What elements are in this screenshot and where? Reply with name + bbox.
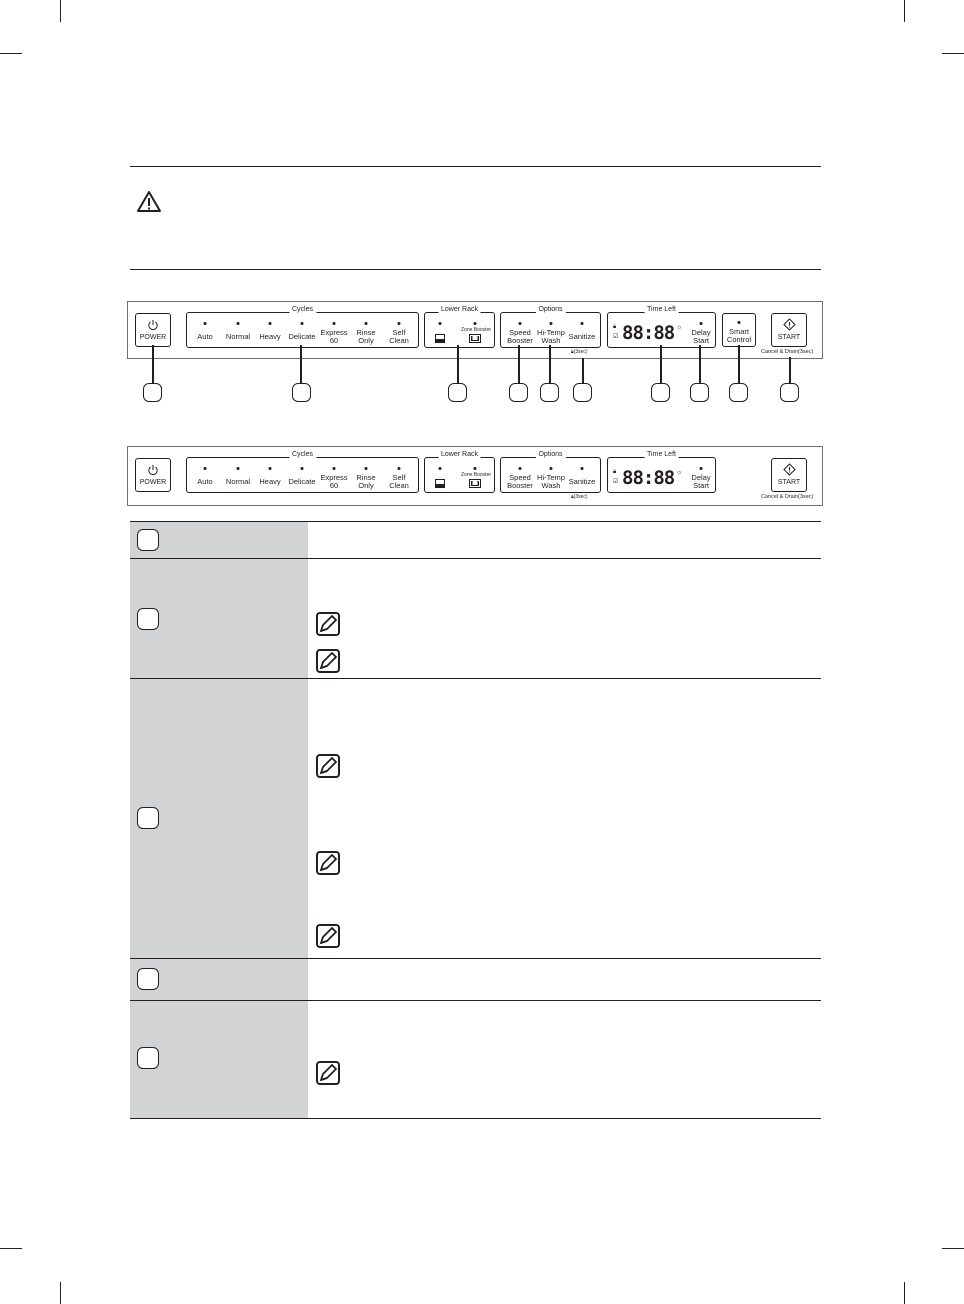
indicator-light xyxy=(204,322,207,325)
cycle-delicate-button[interactable]: Delicate xyxy=(288,332,316,341)
time-left-title: Time Left xyxy=(644,451,679,458)
rinse-aid-status-icon: ☑ xyxy=(613,334,619,340)
options-title: Options xyxy=(535,306,565,313)
lock-status-icon: 🔒︎ xyxy=(613,324,617,330)
sanitize-button[interactable]: Sanitize xyxy=(568,477,596,486)
leader-line xyxy=(300,345,302,383)
table-rule xyxy=(130,1118,821,1119)
crop-mark xyxy=(0,1248,22,1249)
leader-line xyxy=(457,345,459,383)
power-button[interactable] xyxy=(135,313,171,347)
lock-icon: 🔒︎ xyxy=(571,494,574,500)
zone-booster-label: Zone Booster xyxy=(461,327,492,333)
row-label-cell xyxy=(130,1001,308,1118)
cycle-self-clean-button[interactable]: Self Clean xyxy=(389,473,409,490)
row-label-cell xyxy=(130,679,308,958)
section-rule-bottom xyxy=(130,269,821,270)
row-number-badge xyxy=(137,529,159,551)
cycle-rinse-only-button[interactable]: Rinse Only xyxy=(356,328,376,345)
start-button[interactable] xyxy=(771,313,807,347)
options-title: Options xyxy=(535,451,565,458)
cycle-auto-button[interactable]: Auto xyxy=(197,477,213,486)
indicator-light xyxy=(365,467,368,470)
lock-status-icon: 🔒︎ xyxy=(613,469,617,475)
cycle-rinse-only-button[interactable]: Rinse Only xyxy=(356,473,376,490)
indicator-light xyxy=(474,467,477,470)
lower-rack-icon xyxy=(435,334,445,343)
indicator-light xyxy=(738,321,741,324)
lower-rack-title: Lower Rack xyxy=(438,451,481,458)
cycle-self-clean-button[interactable]: Self Clean xyxy=(389,328,409,345)
indicator-light xyxy=(237,322,240,325)
time-left-group xyxy=(607,451,716,493)
table-row xyxy=(130,959,821,1000)
table-row xyxy=(130,679,821,958)
crop-mark xyxy=(60,0,61,22)
leader-line xyxy=(152,345,154,383)
child-lock-hint xyxy=(571,494,588,500)
crop-mark xyxy=(904,0,905,22)
callout-marker xyxy=(780,383,799,402)
start-label: START xyxy=(777,479,801,486)
time-left-group xyxy=(607,306,716,348)
cycle-heavy-button[interactable]: Heavy xyxy=(259,332,281,341)
start-button[interactable] xyxy=(771,458,807,492)
start-diamond-icon xyxy=(783,463,796,476)
indicator-light xyxy=(439,322,442,325)
cycle-heavy-button[interactable]: Heavy xyxy=(259,477,281,486)
indicator-light xyxy=(700,322,703,325)
note-pencil-icon xyxy=(316,612,340,636)
cycles-group xyxy=(186,451,419,493)
leader-line xyxy=(549,345,551,383)
sanitized-indicator-icon: ☼ xyxy=(676,324,683,331)
sanitized-indicator-icon: ☼ xyxy=(676,469,683,476)
delay-start-button[interactable]: Delay Start xyxy=(691,473,711,490)
indicator-light xyxy=(519,467,522,470)
row-number-badge xyxy=(137,968,159,990)
leader-line xyxy=(518,345,520,383)
leader-line xyxy=(699,345,701,383)
delay-start-button[interactable]: Delay Start xyxy=(691,328,711,345)
power-button[interactable] xyxy=(135,458,171,492)
crop-mark xyxy=(0,53,22,54)
power-label: POWER xyxy=(139,479,167,486)
child-lock-hint-text: (3sec) xyxy=(573,349,588,355)
lock-icon: 🔒︎ xyxy=(571,349,574,355)
child-lock-hint xyxy=(571,349,588,355)
note-pencil-icon xyxy=(316,1061,340,1085)
time-display: 88:88 xyxy=(622,467,675,489)
indicator-light xyxy=(365,322,368,325)
row-number-badge xyxy=(137,1047,159,1069)
callout-marker xyxy=(573,383,592,402)
indicator-light xyxy=(269,322,272,325)
warning-triangle-icon xyxy=(136,190,162,214)
cycles-group xyxy=(186,306,419,348)
power-label: POWER xyxy=(139,334,167,341)
callout-marker xyxy=(292,383,311,402)
start-label: START xyxy=(777,334,801,341)
callout-marker xyxy=(651,383,670,402)
note-pencil-icon xyxy=(316,924,340,948)
indicator-light xyxy=(301,467,304,470)
cycles-title: Cycles xyxy=(289,306,316,313)
cycle-delicate-button[interactable]: Delicate xyxy=(288,477,316,486)
callout-marker xyxy=(690,383,709,402)
power-icon xyxy=(147,319,159,331)
note-pencil-icon xyxy=(316,851,340,875)
table-row xyxy=(130,522,821,558)
indicator-light xyxy=(333,467,336,470)
lower-rack-group[interactable] xyxy=(424,306,495,348)
indicator-light xyxy=(333,322,336,325)
note-pencil-icon xyxy=(316,754,340,778)
table-row xyxy=(130,1001,821,1118)
indicator-light xyxy=(550,467,553,470)
cycles-title: Cycles xyxy=(289,451,316,458)
cancel-drain-label: Cancel & Drain(3sec) xyxy=(761,349,814,355)
control-panel-standard xyxy=(127,446,823,506)
indicator-light xyxy=(269,467,272,470)
indicator-light xyxy=(550,322,553,325)
time-display: 88:88 xyxy=(622,322,675,344)
crop-mark xyxy=(942,1248,964,1249)
indicator-light xyxy=(301,322,304,325)
row-label-cell xyxy=(130,522,308,558)
cycle-auto-button[interactable]: Auto xyxy=(197,332,213,341)
cancel-drain-label: Cancel & Drain(3sec) xyxy=(761,494,814,500)
smart-control-label: Smart Control xyxy=(726,327,752,344)
child-lock-hint-text: (3sec) xyxy=(573,494,588,500)
leader-line xyxy=(789,357,791,383)
speed-booster-button[interactable]: Speed Booster xyxy=(507,473,533,490)
smart-control-button[interactable] xyxy=(722,313,756,347)
row-number-badge xyxy=(137,608,159,630)
zone-booster-icon xyxy=(469,334,481,343)
lower-rack-icon xyxy=(435,479,445,488)
start-diamond-icon xyxy=(783,318,796,331)
zone-booster-label: Zone Booster xyxy=(461,472,492,478)
cycle-normal-button[interactable]: Normal xyxy=(225,332,251,341)
leader-line xyxy=(582,358,584,383)
note-pencil-icon xyxy=(316,649,340,673)
leader-line xyxy=(738,345,740,383)
indicator-light xyxy=(398,467,401,470)
indicator-light xyxy=(474,322,477,325)
options-group xyxy=(500,306,601,348)
indicator-light xyxy=(581,467,584,470)
row-number-badge xyxy=(137,807,159,829)
row-label-cell xyxy=(130,559,308,678)
power-icon xyxy=(147,464,159,476)
crop-mark xyxy=(904,1282,905,1304)
indicator-light xyxy=(398,322,401,325)
indicator-light xyxy=(237,467,240,470)
leader-line xyxy=(660,345,662,383)
control-panel-smart xyxy=(127,301,823,359)
indicator-light xyxy=(700,467,703,470)
rinse-aid-status-icon: ☑ xyxy=(613,479,619,485)
row-label-cell xyxy=(130,959,308,1000)
callout-marker xyxy=(143,383,162,402)
callout-marker xyxy=(509,383,528,402)
table-row xyxy=(130,559,821,678)
sanitize-button[interactable]: Sanitize xyxy=(568,332,596,341)
hi-temp-wash-button[interactable]: Hi-Temp Wash xyxy=(537,473,565,490)
zone-booster-icon xyxy=(469,479,481,488)
hi-temp-wash-button[interactable]: Hi-Temp Wash xyxy=(537,328,565,345)
crop-mark xyxy=(60,1282,61,1304)
indicator-light xyxy=(439,467,442,470)
cycle-normal-button[interactable]: Normal xyxy=(225,477,251,486)
section-rule-top xyxy=(130,166,821,167)
indicator-light xyxy=(204,467,207,470)
indicator-light xyxy=(519,322,522,325)
callout-marker xyxy=(540,383,559,402)
lower-rack-group[interactable] xyxy=(424,451,495,493)
cycle-express-button[interactable]: Express 60 xyxy=(320,328,348,345)
lower-rack-title: Lower Rack xyxy=(438,306,481,313)
callout-marker xyxy=(448,383,467,402)
crop-mark xyxy=(942,53,964,54)
callout-marker xyxy=(729,383,748,402)
speed-booster-button[interactable]: Speed Booster xyxy=(507,328,533,345)
indicator-light xyxy=(581,322,584,325)
options-group xyxy=(500,451,601,493)
time-left-title: Time Left xyxy=(644,306,679,313)
cycle-express-button[interactable]: Express 60 xyxy=(320,473,348,490)
